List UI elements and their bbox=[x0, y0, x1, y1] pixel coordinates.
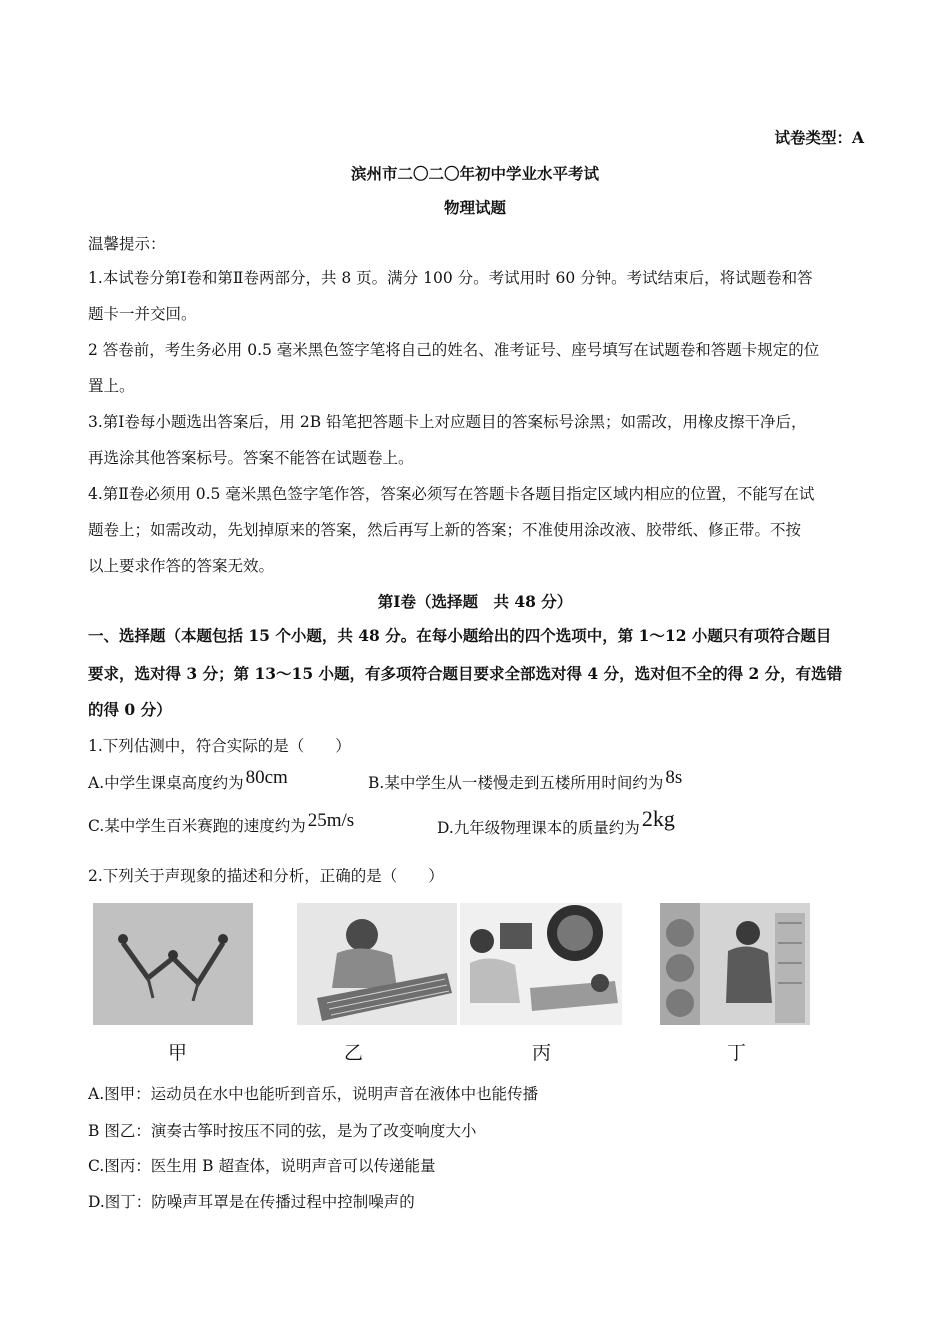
tips-line: 2 答卷前，考生务必用 0.5 毫米黑色签字笔将自己的姓名、准考证号、座号填写在试题卷和答题卡规定的位 bbox=[88, 341, 820, 359]
figure-caption-yi: 乙 bbox=[344, 1042, 364, 1064]
section-instruction: 要求，选对得 3 分；第 13～15 小题，有多项符合题目要求全部选对得 4 分，选对但不全的得 2 分，有选错 bbox=[88, 664, 843, 683]
option-text: B.某中学生从一楼慢走到五楼所用时间约为 bbox=[368, 774, 664, 792]
section-instruction: 一、选择题（本题包括 15 个小题，共 48 分。在每小题给出的四个选项中，第 1～12 小题只有项符合题目 bbox=[88, 626, 832, 645]
question-2-option-b: B 图乙：演奏古筝时按压不同的弦，是为了改变响度大小 bbox=[88, 1122, 477, 1140]
option-value: 8s bbox=[665, 767, 683, 788]
option-value: 2kg bbox=[641, 806, 675, 831]
tips-line: 1.本试卷分第Ⅰ卷和第Ⅱ卷两部分，共 8 页。满分 100 分。考试用时 60 分钟。考试结束后，将试题卷和答 bbox=[88, 269, 813, 287]
paper-type: 试卷类型：A bbox=[774, 128, 864, 147]
tips-line: 题卡一并交回。 bbox=[88, 305, 197, 323]
factory-image bbox=[660, 903, 810, 1025]
figure-yi-guzheng bbox=[297, 903, 457, 1025]
option-text: D.九年级物理课本的质量约为 bbox=[437, 819, 640, 837]
question-1-stem: 1.下列估测中，符合实际的是（ ） bbox=[88, 737, 351, 755]
tips-line: 以上要求作答的答案无效。 bbox=[88, 557, 275, 575]
tips-line: 4.第Ⅱ卷必须用 0.5 毫米黑色签字笔作答，答案必须写在答题卡各题目指定区域内相应的位置，不能写在试 bbox=[88, 485, 815, 503]
section-title: 第Ⅰ卷（选择题 共 48 分） bbox=[377, 592, 573, 611]
figure-caption-jia: 甲 bbox=[168, 1042, 188, 1064]
figure-ding-factory bbox=[660, 903, 810, 1025]
question-2-option-a: A.图甲：运动员在水中也能听到音乐，说明声音在液体中也能传播 bbox=[88, 1085, 539, 1103]
tips-heading: 温馨提示： bbox=[88, 235, 166, 253]
option-value: 80cm bbox=[245, 767, 288, 788]
tips-line: 再选涂其他答案标号。答案不能答在试题卷上。 bbox=[88, 449, 414, 467]
tips-line: 置上。 bbox=[88, 377, 135, 395]
figure-bing-ultrasound bbox=[460, 903, 622, 1025]
figure-caption-bing: 丙 bbox=[532, 1042, 552, 1064]
section-instruction: 的得 0 分） bbox=[88, 700, 172, 719]
figure-caption-ding: 丁 bbox=[727, 1042, 747, 1064]
question-1-option-b bbox=[368, 767, 683, 793]
guzheng-image bbox=[297, 903, 457, 1025]
figure-jia-swimmers bbox=[93, 903, 253, 1025]
exam-title: 滨州市二〇二〇年初中学业水平考试 bbox=[350, 164, 599, 183]
exam-subtitle: 物理试题 bbox=[443, 198, 506, 217]
question-2-stem: 2.下列关于声现象的描述和分析，正确的是（ ） bbox=[88, 867, 444, 885]
question-2-option-c: C.图丙：医生用 B 超查体，说明声音可以传递能量 bbox=[88, 1157, 436, 1175]
ultrasound-image bbox=[460, 903, 622, 1025]
option-text: A.中学生课桌高度约为 bbox=[88, 774, 244, 792]
tips-line: 题卷上；如需改动，先划掉原来的答案，然后再写上新的答案；不准使用涂改液、胶带纸、修正带。不按 bbox=[88, 521, 802, 539]
question-1-option-c bbox=[88, 810, 355, 836]
option-text: C.某中学生百米赛跑的速度约为 bbox=[88, 817, 306, 835]
question-2-option-d: D.图丁：防噪声耳罩是在传播过程中控制噪声的 bbox=[88, 1193, 415, 1211]
question-1-option-a bbox=[88, 767, 288, 793]
tips-line: 3.第Ⅰ卷每小题选出答案后，用 2B 铅笔把答题卡上对应题目的答案标号涂黑；如需改，用橡皮擦干净后， bbox=[88, 413, 807, 431]
question-1-option-d bbox=[437, 806, 675, 838]
swimmers-image bbox=[93, 903, 253, 1025]
option-value: 25m/s bbox=[307, 810, 355, 831]
